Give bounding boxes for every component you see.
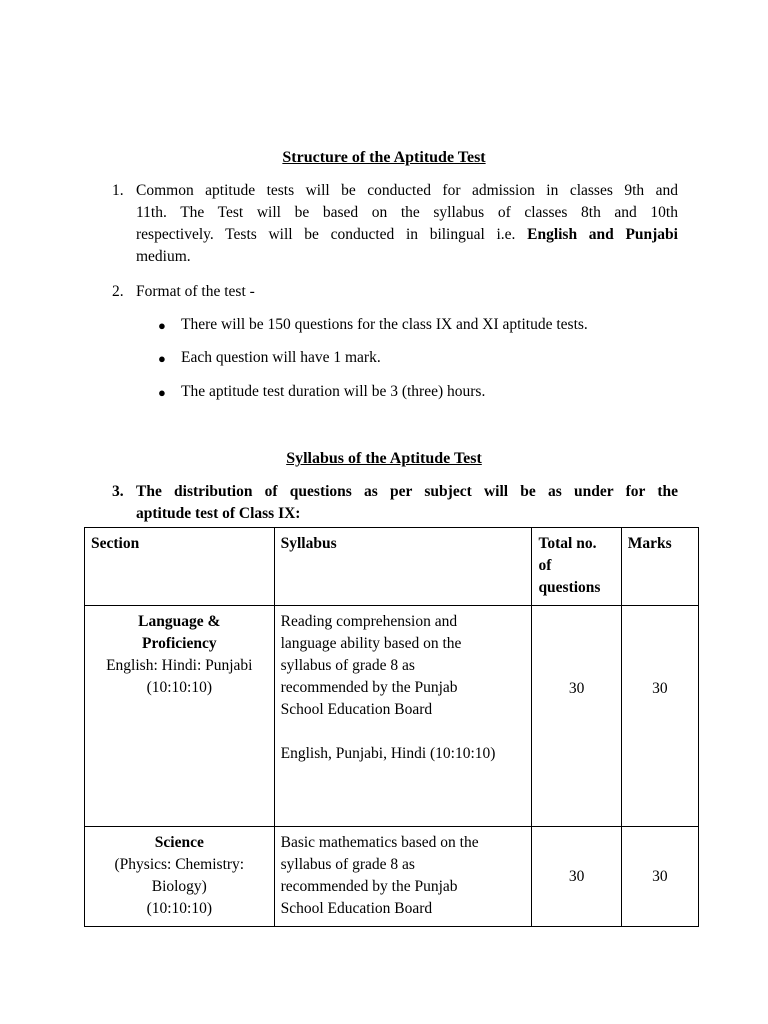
syllabus-line: School Education Board bbox=[280, 900, 433, 917]
header-total-questions bbox=[532, 528, 621, 606]
section-sub-line-1: English: Hindi: Punjabi bbox=[106, 657, 253, 674]
item-1-line-3 bbox=[136, 224, 678, 246]
syllabus-line: syllabus of grade 8 as bbox=[280, 657, 415, 674]
item-1-line-3a: respectively. Tests will be conducted in bilingual i.e. bbox=[136, 226, 528, 243]
syllabus-line: Reading comprehension and bbox=[280, 613, 458, 630]
section-title-line-1: Language & bbox=[138, 613, 221, 630]
bullet-dot-icon: ● bbox=[158, 318, 166, 333]
header-total-line-3: questions bbox=[538, 579, 601, 596]
syllabus-line: syllabus of grade 8 as bbox=[280, 856, 415, 873]
syllabus-line: language ability based on the bbox=[280, 635, 462, 652]
bullet-dot-icon: ● bbox=[158, 385, 166, 400]
syllabus-line: English, Punjabi, Hindi (10:10:10) bbox=[280, 745, 496, 762]
item-3-line-2: aptitude test of Class IX: bbox=[136, 505, 301, 522]
section-title-line-2: Proficiency bbox=[142, 635, 217, 652]
total-cell-language: 30 bbox=[532, 606, 621, 827]
section-sub-line-3: (10:10:10) bbox=[146, 900, 213, 917]
item-1-medium-bold: English and Punjabi bbox=[527, 226, 678, 243]
table-header-row bbox=[85, 528, 699, 606]
item-3-text bbox=[136, 481, 678, 525]
section-sub-line-2: Biology) bbox=[151, 878, 207, 895]
bullet-item-1: There will be 150 questions for the class IX and XI aptitude tests. bbox=[181, 316, 588, 333]
table-row bbox=[85, 827, 699, 927]
bullet-dot-icon: ● bbox=[158, 351, 166, 366]
item-1-line-4: medium. bbox=[136, 248, 191, 265]
header-total-line-1: Total no. bbox=[538, 535, 597, 552]
header-section: Section bbox=[85, 528, 275, 606]
header-total-line-2: of bbox=[538, 557, 552, 574]
section-sub-line-2: (10:10:10) bbox=[146, 679, 213, 696]
marks-cell-science: 30 bbox=[621, 827, 698, 927]
structure-heading: Structure of the Aptitude Test bbox=[282, 149, 486, 166]
header-syllabus: Syllabus bbox=[274, 528, 532, 606]
syllabus-line: School Education Board bbox=[280, 701, 433, 718]
item-1-line-2: 11th. The Test will be based on the syllabus of classes 8th and 10th bbox=[136, 204, 678, 221]
item-3-line-1: The distribution of questions as per subject will be as under for the bbox=[136, 483, 678, 500]
item-3-number: 3. bbox=[112, 483, 124, 500]
total-cell-science: 30 bbox=[532, 827, 621, 927]
item-2-text: Format of the test - bbox=[136, 283, 255, 300]
syllabus-line: Basic mathematics based on the bbox=[280, 834, 479, 851]
marks-cell-language: 30 bbox=[621, 606, 698, 827]
header-marks: Marks bbox=[621, 528, 698, 606]
section-cell-language bbox=[85, 606, 275, 827]
syllabus-cell-science bbox=[274, 827, 532, 927]
item-1-number: 1. bbox=[112, 182, 124, 199]
bullet-item-2: Each question will have 1 mark. bbox=[181, 349, 381, 366]
distribution-table bbox=[84, 527, 699, 927]
syllabus-line: recommended by the Punjab bbox=[280, 679, 458, 696]
section-sub-line-1: (Physics: Chemistry: bbox=[114, 856, 245, 873]
item-2-number: 2. bbox=[112, 283, 124, 300]
syllabus-line: recommended by the Punjab bbox=[280, 878, 458, 895]
section-cell-science bbox=[85, 827, 275, 927]
syllabus-cell-language bbox=[274, 606, 532, 827]
item-1-line-1: Common aptitude tests will be conducted for admission in classes 9th and bbox=[136, 182, 678, 199]
item-1-text bbox=[136, 180, 678, 268]
bullet-item-3: The aptitude test duration will be 3 (three) hours. bbox=[181, 383, 486, 400]
syllabus-heading: Syllabus of the Aptitude Test bbox=[286, 450, 482, 467]
section-title-line-1: Science bbox=[154, 834, 204, 851]
table-row bbox=[85, 606, 699, 827]
